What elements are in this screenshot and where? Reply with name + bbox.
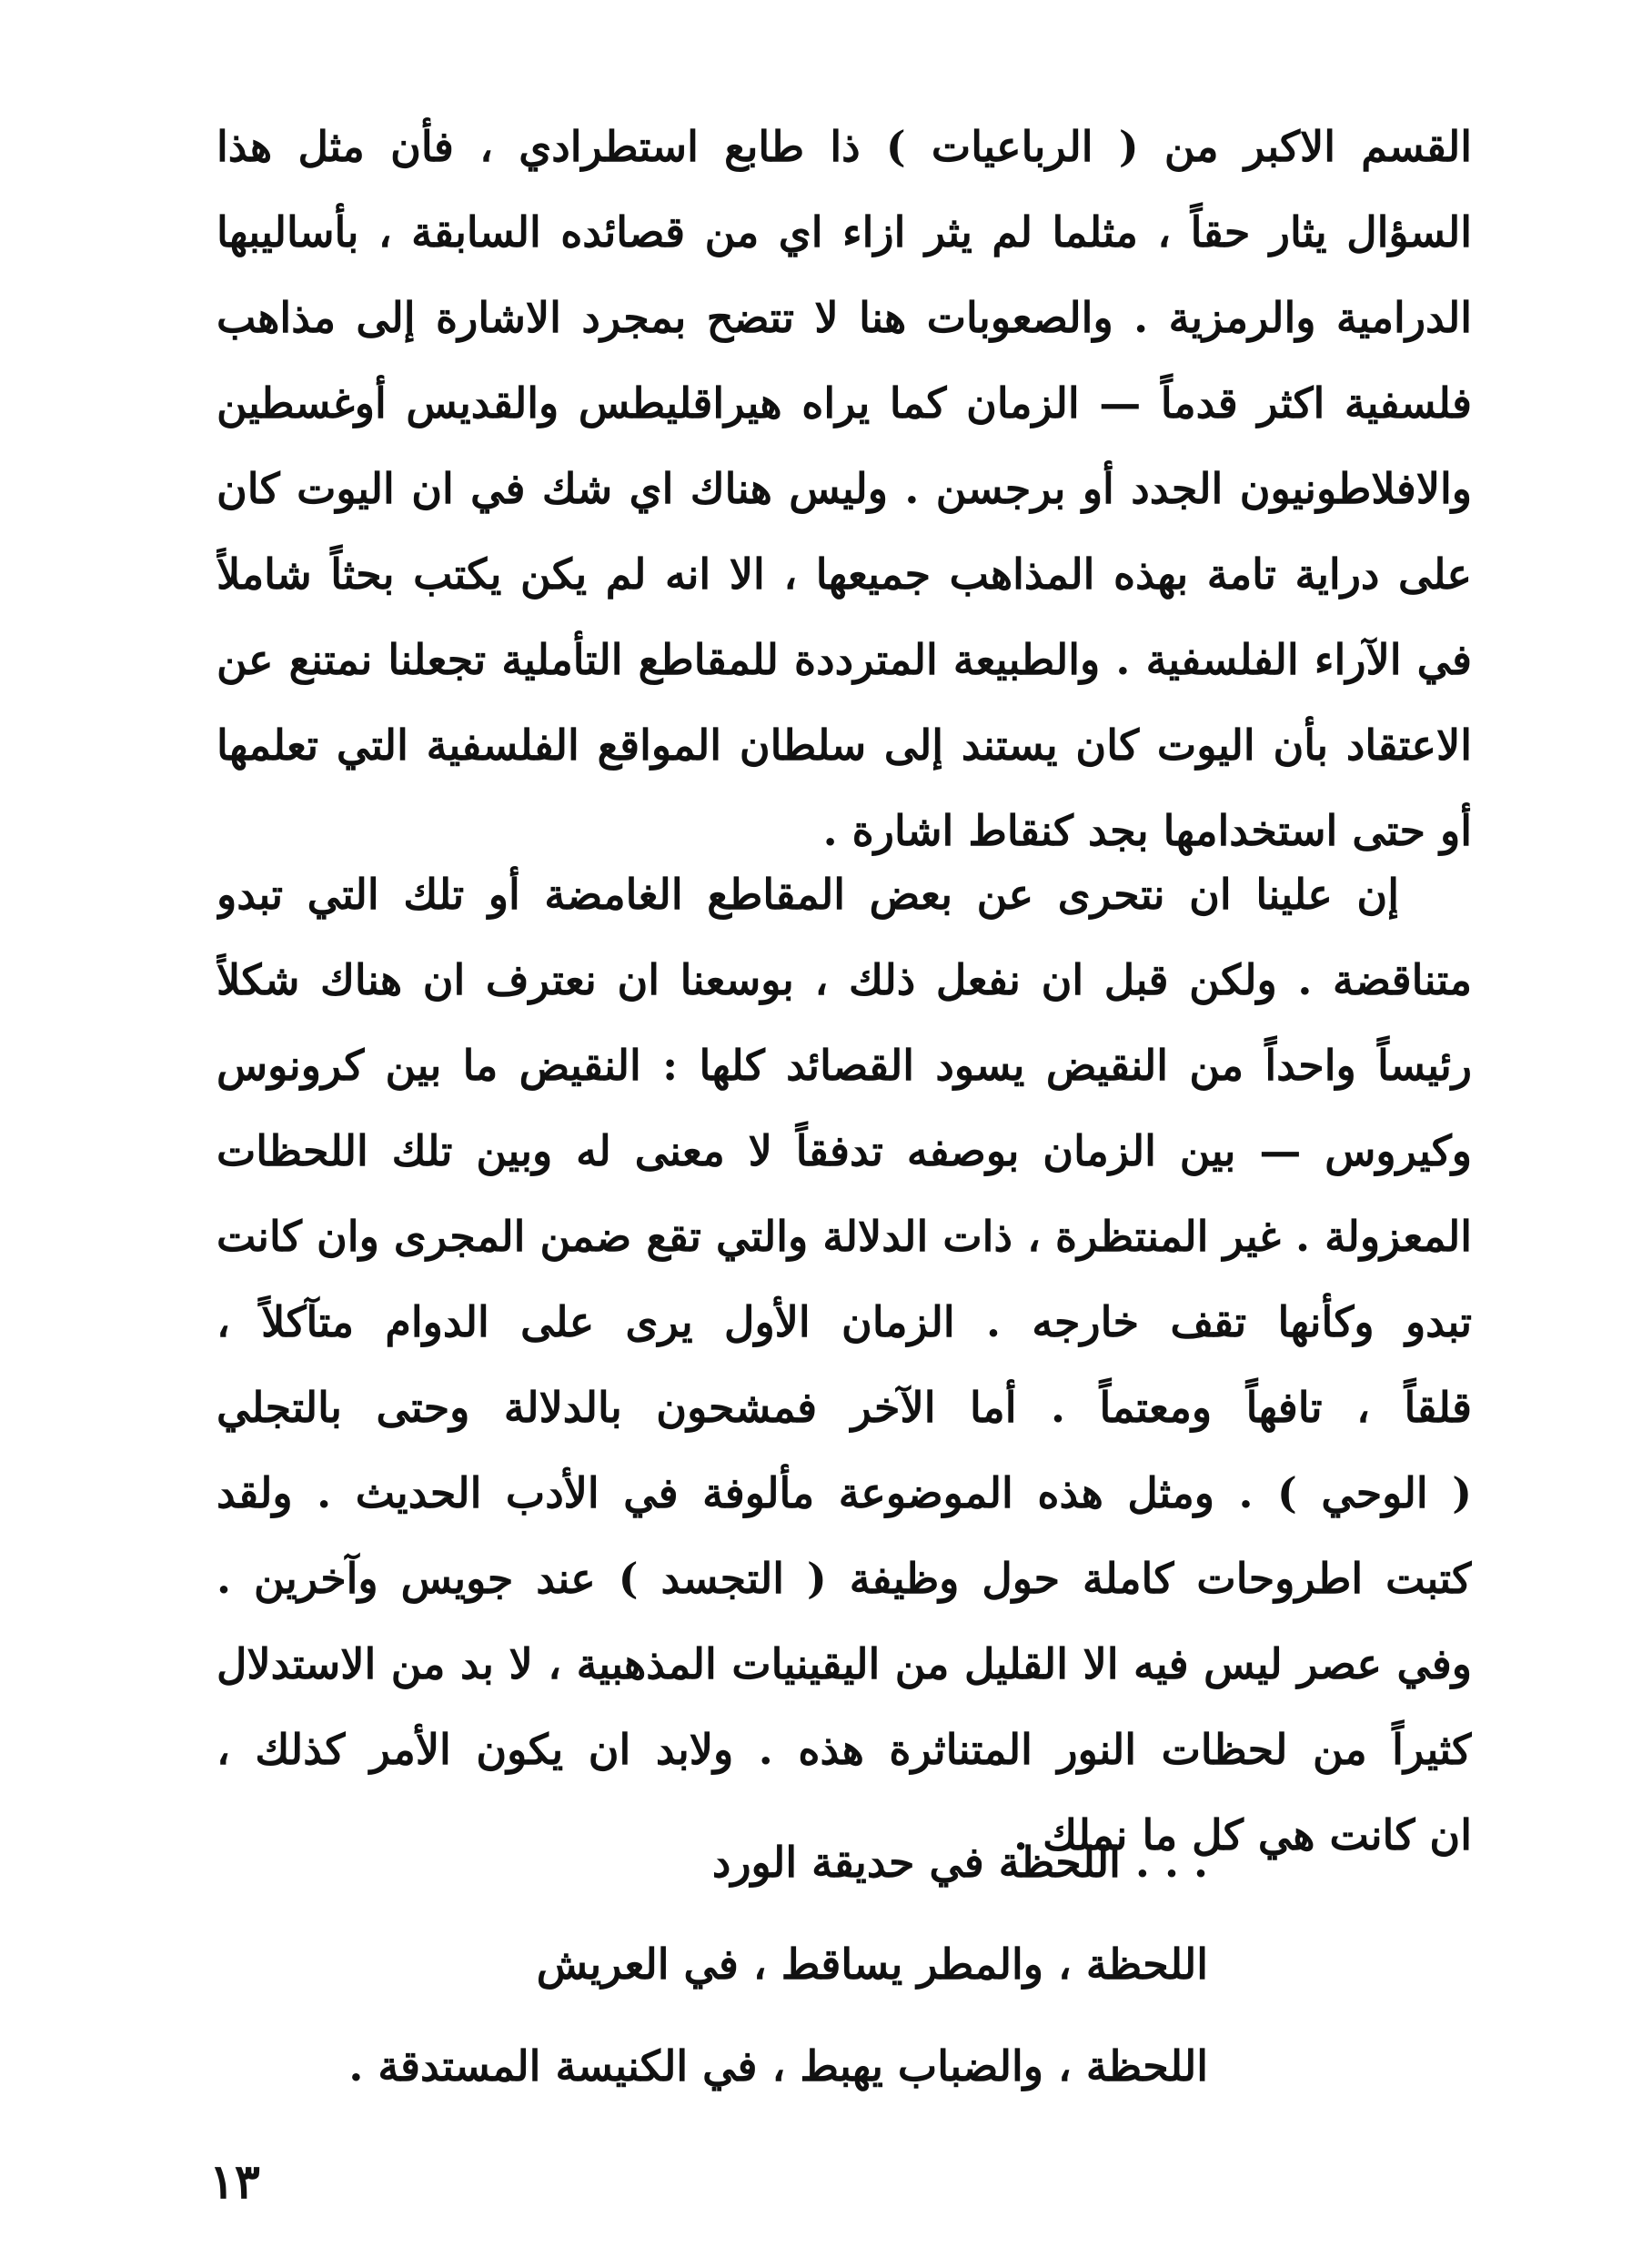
text-line: قلقاً ، تافهاً ومعتماً . أما الآخر فمشحون بالدلالة وحتى بالتجلي — [217, 1383, 1472, 1432]
text-line: والافلاطونيون الجدد أو برجسن . وليس هناك اي شك في ان اليوت كان — [217, 464, 1472, 513]
text-line: متناقضة . ولكن قبل ان نفعل ذلك ، بوسعنا ان نعترف ان هناك شكلاً — [217, 955, 1472, 1004]
verse-line-2: اللحظة ، والمطر يساقط ، في العريش — [536, 1940, 1208, 1989]
text-line: وكيروس — بين الزمان بوصفه تدفقاً لا معنى له وبين تلك اللحظات — [217, 1126, 1472, 1175]
text-line: كثيراً من لحظات النور المتناثرة هذه . ولابد ان يكون الأمر كذلك ، — [217, 1725, 1472, 1774]
paragraph-2 — [217, 851, 1472, 1878]
text-line: على دراية تامة بهذه المذاهب جميعها ، الا انه لم يكن يكتب بحثاً شاملاً — [217, 549, 1472, 599]
verse-line-1: . . . اللحظة في حديقة الورد — [711, 1838, 1208, 1887]
text-line: في الآراء الفلسفية . والطبيعة المترددة للمقاطع التأملية تجعلنا نمتنع عن — [217, 635, 1472, 684]
text-line: القسم الاكبر من ( الرباعيات ) ذا طابع استطرادي ، فأن مثل هذا — [217, 122, 1472, 171]
text-line: تبدو وكأنها تقف خارجه . الزمان الأول يرى على الدوام متآكلاً ، — [217, 1297, 1472, 1346]
text-line: الاعتقاد بأن اليوت كان يستند إلى سلطان المواقع الفلسفية التي تعلمها — [217, 720, 1472, 770]
paragraph-1 — [217, 104, 1472, 873]
text-line: إن علينا ان نتحرى عن بعض المقاطع الغامضة أو تلك التي تبدو — [217, 870, 1399, 919]
verse-line-3: اللحظة ، والضباب يهبط ، في الكنيسة المستدقة . — [348, 2041, 1208, 2091]
text-line: ( الوحي ) . ومثل هذه الموضوعة مألوفة في الأدب الحديث . ولقد — [217, 1468, 1472, 1517]
text-line: وفي عصر ليس فيه الا القليل من اليقينيات المذهبية ، لا بد من الاستدلال — [217, 1639, 1472, 1688]
text-line: المعزولة . غير المنتظرة ، ذات الدلالة والتي تقع ضمن المجرى وان كانت — [217, 1212, 1472, 1261]
text-line: الدرامية والرمزية . والصعوبات هنا لا تتضح بمجرد الاشارة إلى مذاهب — [217, 293, 1472, 342]
text-line: ان كانت هي كل ما نملك . — [1013, 1810, 1472, 1859]
text-line: كتبت اطروحات كاملة حول وظيفة ( التجسد ) عند جويس وآخرين . — [217, 1554, 1472, 1603]
text-line: فلسفية اكثر قدماً — الزمان كما يراه هيراقليطس والقديس أوغسطين — [217, 378, 1472, 428]
text-line: رئيساً واحداً من النقيض يسود القصائد كلها : النقيض ما بين كرونوس — [217, 1041, 1472, 1090]
text-line: السؤال يثار حقاً ، مثلما لم يثر ازاء اي من قصائده السابقة ، بأساليبها — [217, 207, 1472, 257]
text-line: أو حتى استخدامها بجد كنقاط اشارة . — [822, 806, 1472, 855]
page-number: ١٣ — [209, 2154, 260, 2210]
